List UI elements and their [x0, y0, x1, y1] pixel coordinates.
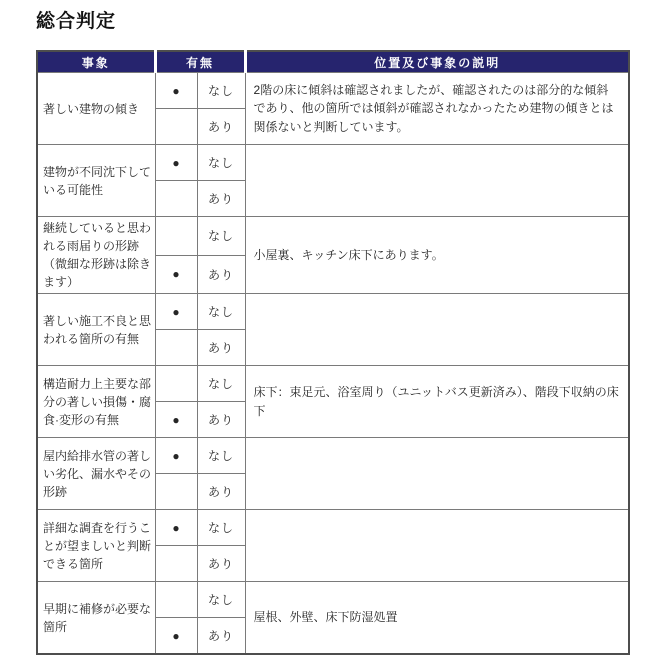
table-body — [37, 73, 629, 655]
marker-cell — [155, 474, 197, 510]
marker-cell — [155, 181, 197, 217]
presence-option-nashi: なし — [197, 438, 245, 474]
table-row — [37, 73, 629, 109]
page-title: 総合判定 — [36, 11, 117, 32]
item-cell: 早期に補修が必要な箇所 — [37, 582, 155, 655]
presence-option-ari: あり — [197, 109, 245, 145]
table-row — [37, 145, 629, 181]
marker-cell — [155, 330, 197, 366]
marker-cell: ● — [155, 255, 197, 294]
item-cell: 継続していると思われる雨届りの形跡（微細な形跡は除きます） — [37, 217, 155, 294]
marker-cell: ● — [155, 618, 197, 655]
item-cell: 著しい建物の傾き — [37, 73, 155, 145]
item-cell: 建物が不同沈下している可能性 — [37, 145, 155, 217]
table-row — [37, 438, 629, 474]
marker-cell — [155, 582, 197, 618]
header-presence: 有無 — [155, 51, 245, 73]
presence-option-nashi: なし — [197, 145, 245, 181]
presence-option-nashi: なし — [197, 217, 245, 256]
presence-option-nashi: なし — [197, 73, 245, 109]
item-cell: 屋内給排水管の著しい劣化、漏水やその形跡 — [37, 438, 155, 510]
marker-cell: ● — [155, 402, 197, 438]
table-row — [37, 582, 629, 618]
table-row — [37, 366, 629, 402]
marker-cell — [155, 217, 197, 256]
marker-cell: ● — [155, 294, 197, 330]
description-cell: 2階の床に傾斜は確認されましたが、確認されたのは部分的な傾斜であり、他の箇所では傾斜が確認されなかったため建物の傾きとは関係ないと判断しています。 — [245, 73, 629, 145]
header-description: 位置及び事象の説明 — [245, 51, 629, 73]
judgment-table — [36, 50, 630, 655]
marker-cell: ● — [155, 145, 197, 181]
presence-option-ari: あり — [197, 546, 245, 582]
presence-option-ari: あり — [197, 618, 245, 655]
marker-cell: ● — [155, 73, 197, 109]
description-cell — [245, 145, 629, 217]
presence-option-ari: あり — [197, 402, 245, 438]
marker-cell — [155, 546, 197, 582]
description-cell: 床下：束足元、浴室周り（ユニットバス更新済み）、階段下収納の床下 — [245, 366, 629, 438]
table-row — [37, 217, 629, 256]
description-cell: 小屋裏、キッチン床下にあります。 — [245, 217, 629, 294]
table-header — [37, 51, 629, 73]
marker-cell — [155, 109, 197, 145]
presence-option-ari: あり — [197, 255, 245, 294]
item-cell: 著しい施工不良と思われる箇所の有無 — [37, 294, 155, 366]
presence-option-nashi: なし — [197, 366, 245, 402]
header-item: 事象 — [37, 51, 155, 73]
presence-option-nashi: なし — [197, 510, 245, 546]
description-cell — [245, 438, 629, 510]
presence-option-ari: あり — [197, 474, 245, 510]
presence-option-ari: あり — [197, 330, 245, 366]
presence-option-nashi: なし — [197, 582, 245, 618]
item-cell: 構造耐力上主要な部分の著しい損傷・腐食·変形の有無 — [37, 366, 155, 438]
presence-option-nashi: なし — [197, 294, 245, 330]
marker-cell — [155, 366, 197, 402]
table-row — [37, 294, 629, 330]
description-cell: 屋根、外壁、床下防湿処置 — [245, 582, 629, 655]
item-cell: 詳細な調査を行うことが望ましいと判断できる箇所 — [37, 510, 155, 582]
presence-option-ari: あり — [197, 181, 245, 217]
description-cell — [245, 510, 629, 582]
marker-cell: ● — [155, 510, 197, 546]
table-row — [37, 510, 629, 546]
marker-cell: ● — [155, 438, 197, 474]
description-cell — [245, 294, 629, 366]
